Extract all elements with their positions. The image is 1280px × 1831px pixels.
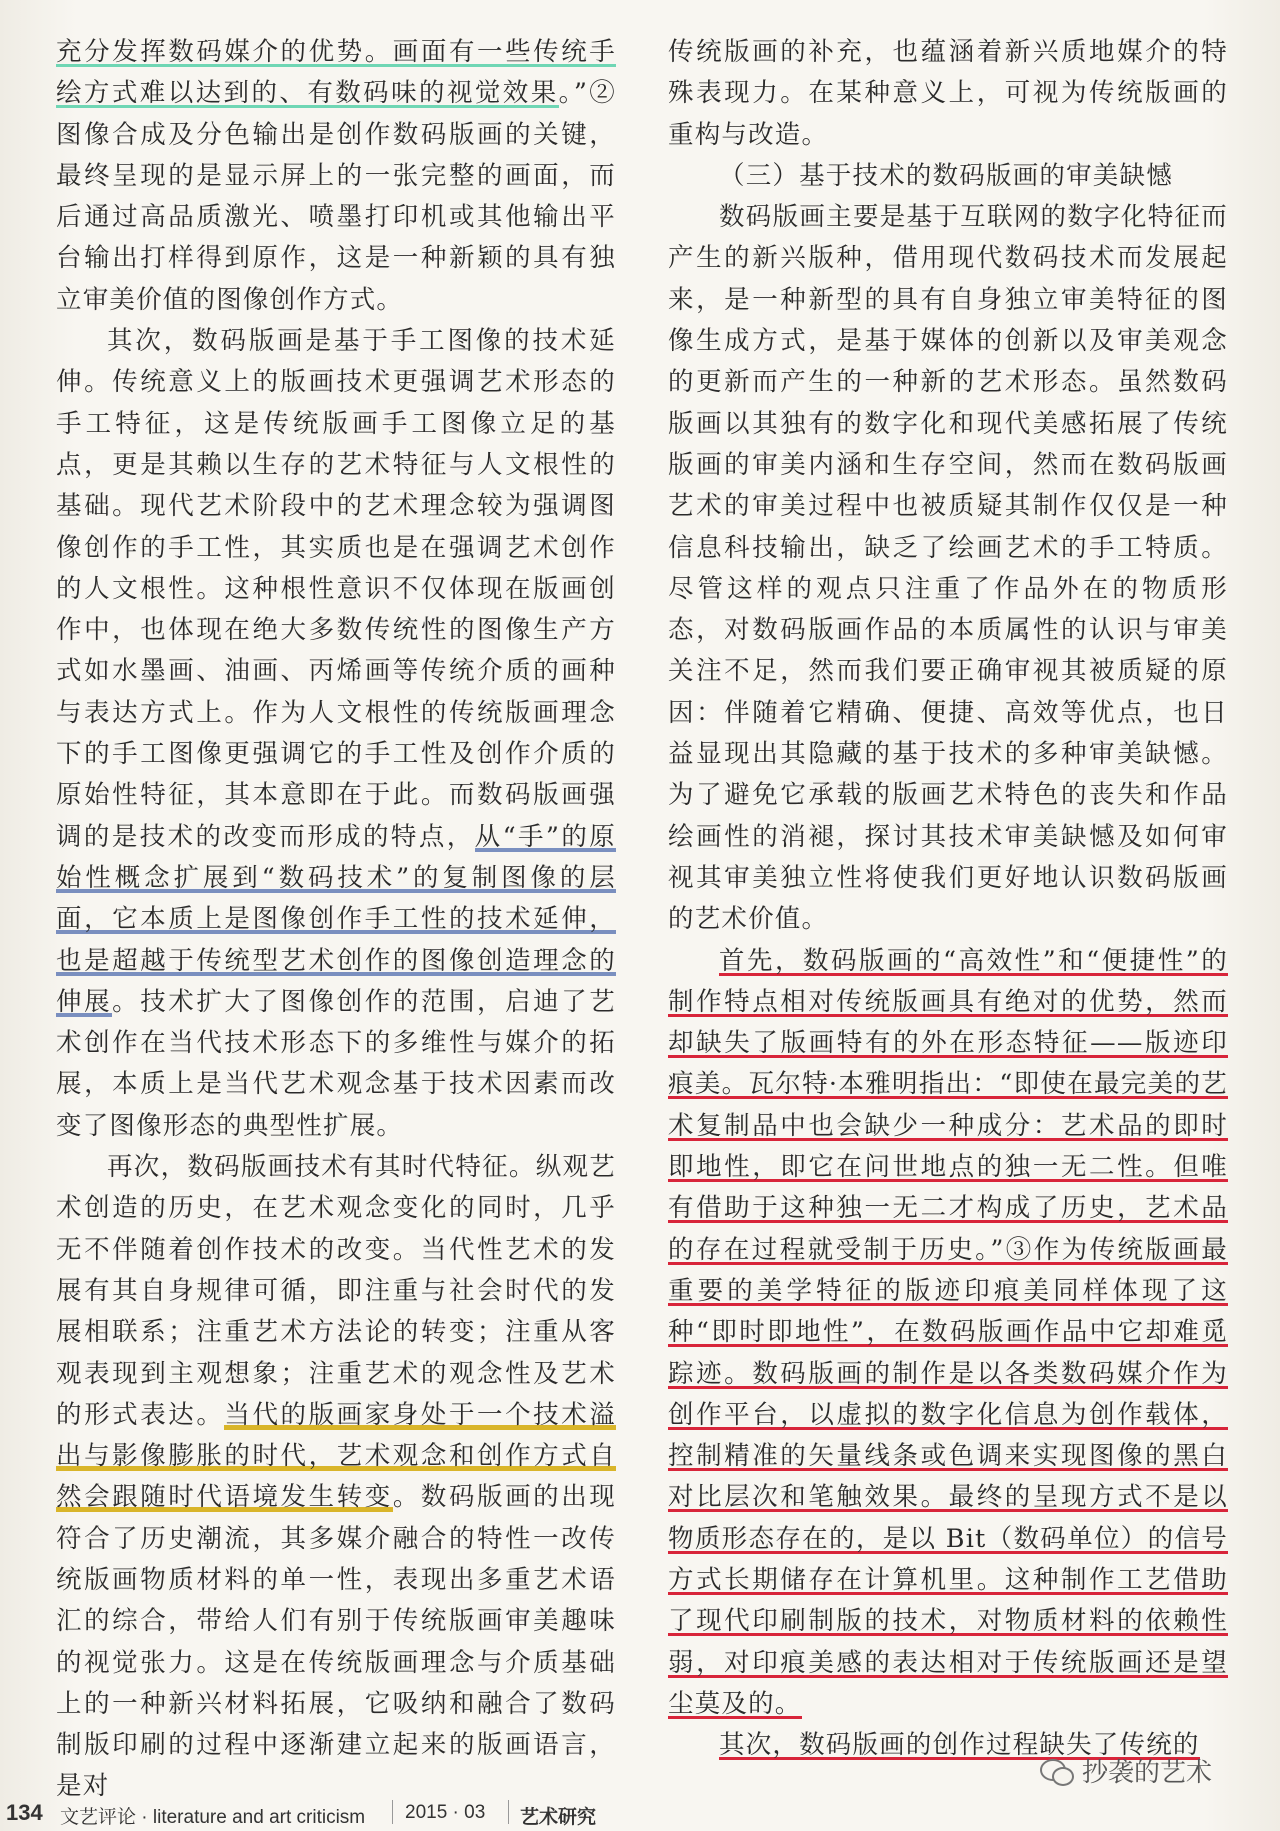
footer-divider (392, 1800, 393, 1824)
blue-highlight: 从“手”的原始性概念扩展到“数码技术”的复制图像的层面，它本质上是图像创作手工性的技术延伸，也是超越于传统型艺术创作的图像创造理念的伸展 (56, 821, 616, 1017)
footer-divider (508, 1800, 509, 1824)
watermark-text: 抄袭的艺术 (1082, 1758, 1213, 1788)
paragraph-left-1 (56, 32, 616, 321)
wechat-icon (1040, 1757, 1074, 1785)
right-column (668, 32, 1228, 1766)
page-number: 134 (6, 1800, 43, 1825)
yellow-highlight: 当代的版画家身处于一个技术溢出与影像膨胀的时代，艺术观念和创作方式自然会跟随时代语境发生转变 (56, 1399, 616, 1513)
red-highlight-1: 首先，数码版画的“高效性”和“便捷性”的制作特点相对传统版画具有绝对的优势，然而却缺失了版画特有的外在形态特征——版迹印痕美。瓦尔特·本雅明指出：“即使在最完美的艺术复制品中也会缺少一种成分：艺术品的即时即地性，即它在问世地点的独一无二性。但唯有借助于这种独一无二才构成了历史，艺术品的存在过程就受制于历史。”③作为传统版画最重要的美学特征的版迹印痕美同样体现了这种“即时即地性”，在数码版画作品中它却难觅踪迹。数码版画的制作是以各类数码媒介作为创作平台，以虚拟的数字化信息为创作载体，控制精准的矢量线条或色调来实现图像的黑白对比层次和笔触效果。最终的呈现方式不是以物质形态存在的，是以 Bit（数码单位）的信号方式长期储存在计算机里。这种制作工艺借助了现代印刷制版的技术，对物质材料的依赖性弱，对印痕美感的表达相对于传统版画还是望尘莫及的。 (668, 945, 1228, 1719)
paragraph-left-2-after: 。技术扩大了图像创作的范围，启迪了艺术创作在当代技术形态下的多维性与媒介的拓展，本质上是当代艺术观念基于技术因素而改变了图像形态的典型性扩展。 (56, 986, 616, 1141)
section-name: 艺术研究 (520, 1807, 597, 1828)
page-footer (0, 1800, 1280, 1831)
red-highlight-2: 其次，数码版画的创作过程缺失了传统的 (719, 1730, 1200, 1761)
section-heading: （三）基于技术的数码版画的审美缺憾 (719, 160, 1173, 191)
paragraph-left-3-before: 再次，数码版画技术有其时代特征。纵观艺术创造的历史，在艺术观念变化的同时，几乎无不伴随着创作技术的改变。当代性艺术的发展有其自身规律可循，即注重与社会时代的发展相联系；注重艺术方法论的转变；注重从客观表现到主观想象；注重艺术的观念性及艺术的形式表达。 (56, 1152, 616, 1430)
paragraph-left-2 (56, 321, 616, 1147)
left-column (56, 32, 616, 1808)
paragraph-right-2: 数码版画主要是基于互联网的数字化特征而产生的新兴版种，借用现代数码技术而发展起来，是一种新型的具有自身独立审美特征的图像生成方式，是基于媒体的创新以及审美观念的更新而产生的一种新的艺术形态。虽然数码版画以其独有的数字化和现代美感拓展了传统版画的审美内涵和生存空间，然而在数码版画艺术的审美过程中也被质疑其制作仅仅是一种信息科技输出，缺乏了绘画艺术的手工特质。尽管这样的观点只注重了作品外在的物质形态，对数码版画作品的本质属性的认识与审美关注不足，然而我们要正确审视其被质疑的原因：伴随着它精确、便捷、高效等优点，也日益显现出其隐藏的基于技术的多种审美缺憾。为了避免它承载的版画艺术特色的丧失和作品绘画性的消褪，探讨其技术审美缺憾及如何审视其审美独立性将使我们更好地认识数码版画的艺术价值。 (668, 202, 1228, 935)
paragraph-right-3 (668, 941, 1228, 1726)
issue-number: 2015 · 03 (405, 1802, 486, 1823)
green-highlight-1: 充分发挥数码媒介的优势。画面有一些传统手 (56, 37, 616, 67)
paragraph-left-3-after: 。数码版画的出现符合了历史潮流，其多媒介融合的特性一改传统版画物质材料的单一性，表现出多重艺术语汇的综合，带给人们有别于传统版画审美趣味的视觉张力。这是在传统版画理念与介质基础上的一种新兴材料拓展，它吸纳和融合了数码制版印刷的过程中逐渐建立起来的版画语言，是对 (56, 1482, 616, 1802)
journal-name: 文艺评论 · literature and art criticism (60, 1807, 366, 1828)
green-highlight-2: 绘方式难以达到的、有数码味的视觉效果 (56, 78, 559, 109)
paragraph-right-1: 传统版画的补充，也蕴涵着新兴质地媒介的特殊表现力。在某种意义上，可视为传统版画的重构与改造。 (668, 37, 1228, 150)
paragraph-left-1-rest: 。”②图像合成及分色输出是创作数码版画的关键，最终呈现的是显示屏上的一张完整的画面，而后通过高品质激光、喷墨打印机或其他输出平台输出打样得到原作，这是一种新颖的具有独立审美价值的图像创作方式。 (56, 78, 616, 315)
paragraph-left-2-before: 其次，数码版画是基于手工图像的技术延伸。传统意义上的版画技术更强调艺术形态的手工特征，这是传统版画手工图像立足的基点，更是其赖以生存的艺术特征与人文根性的基础。现代艺术阶段中的艺术理念较为强调图像创作的手工性，其实质也是在强调艺术创作的人文根性。这种根性意识不仅体现在版画创作中，也体现在绝大多数传统性的图像生产方式如水墨画、油画、丙烯画等传统介质的画种与表达方式上。作为人文根性的传统版画理念下的手工图像更强调它的手工性及创作介质的原始性特征，其本意即在于此。而数码版画强调的是技术的改变而形成的特点， (56, 326, 616, 852)
paragraph-left-3 (56, 1147, 616, 1808)
watermark (1040, 1752, 1212, 1789)
